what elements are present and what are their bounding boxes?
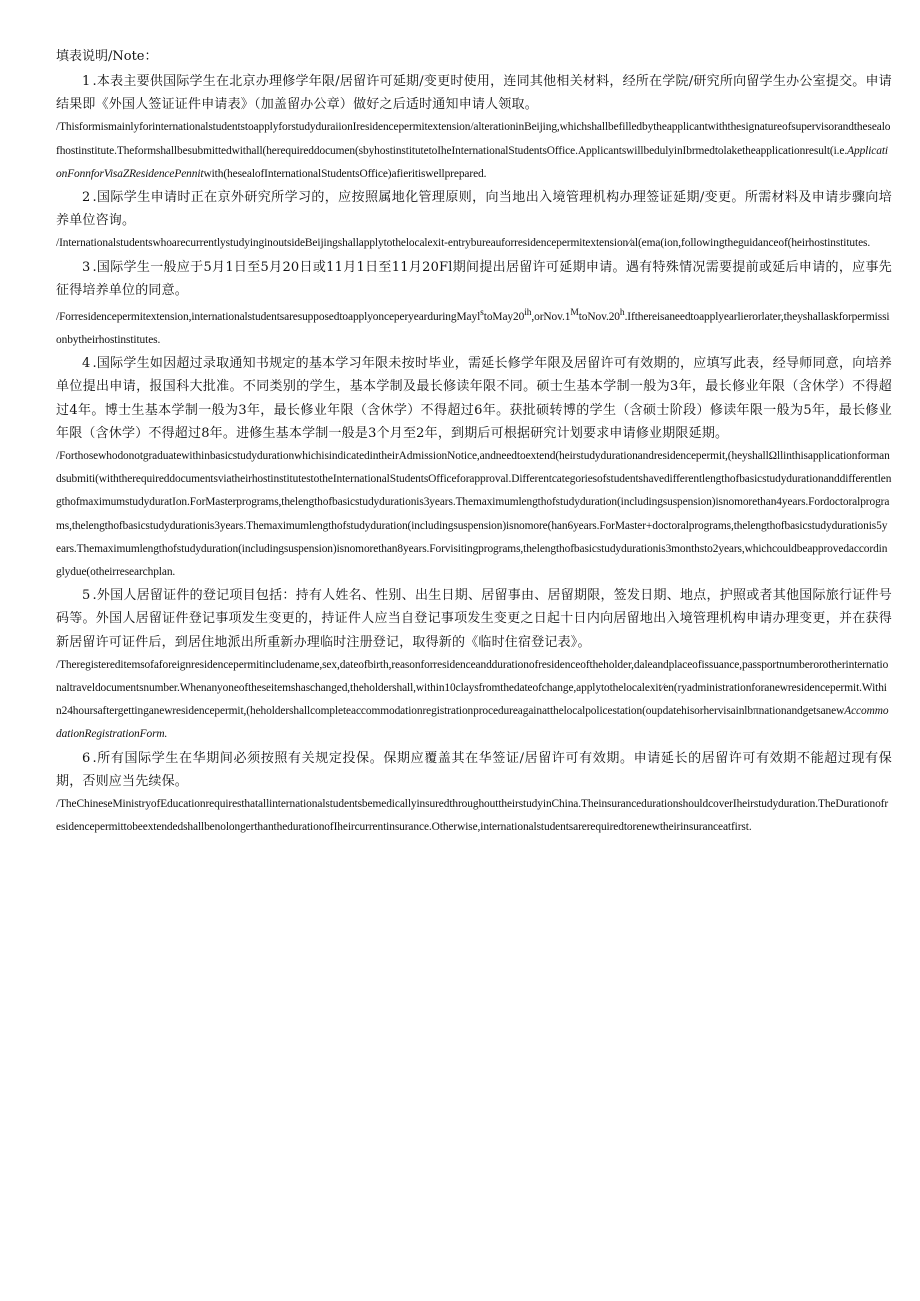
note-3-en-mid-1: toMay20 [483, 310, 525, 323]
note-3-en-text: /Forresidencepermitextension,internationalstudentsaresupposedtoapplyonceperyearduringMayl [56, 310, 481, 323]
note-3-en-sup-3: M [570, 308, 579, 319]
note-1-number: 1 [82, 74, 91, 89]
note-item-1 [56, 70, 892, 186]
note-5-en-italic: AccommodationRegistrationForm. [56, 705, 889, 741]
note-2-number: 2 [82, 190, 91, 206]
note-3-chinese [56, 256, 892, 302]
note-6-zh-text: .所有国际学生在华期间必须按照有关规定投保。保期应覆盖其在华签证/居留许可有效期。申请延长的居留许可有效期不能超过现有保期，否则应当先续保。 [56, 750, 892, 789]
note-item-3 [56, 256, 892, 353]
note-3-zh-text: .国际学生一般应于5月1日至5月20日或11月1日至11月20Fl期间提出居留许可延期申请。遇有特殊情况需要提前或延后申请的，应事先征得培养单位的同意。 [56, 259, 892, 298]
note-item-6 [56, 747, 892, 840]
note-6-en-text: /TheChineseMinistryofEducationrequiresthatallinternationalstudentsbemedicallyinsuredthroughouttheirstudyinChina.TheinsurancedurationshouldcoverIheirstudyduration.TheDurationofresidencepermittobeextendedshallbenolongerthanthedurationofIheircurrentinsurance.Otherwise,internationalstudentsarerequiredtorenewtheirinsuranceatfirst. [56, 798, 889, 834]
note-4-chinese [56, 352, 892, 445]
note-1-chinese [56, 70, 892, 116]
note-3-en-mid-2: ,orNov.1 [531, 310, 571, 323]
note-2-en-text: /InternationalstudentswhoarecurrentlystudyinginoutsideBeijingshallapplytothelocalexit-entrybureauforresidencepermitextension⁄al(ema(ion,followingtheguidanceof(heirhostinstitutes. [56, 237, 871, 250]
note-4-english [56, 445, 892, 584]
note-5-chinese [56, 584, 892, 654]
note-1-en-tail: with(hesealofInternationalStudentsOffice)afieritiswellprepared. [203, 167, 487, 180]
note-item-4 [56, 352, 892, 584]
note-6-number: 6 [82, 750, 91, 766]
note-item-2 [56, 186, 892, 256]
note-4-zh-text: .国际学生如因超过录取通知书规定的基本学习年限未按时毕业，需延长修学年限及居留许可有效期的，应填写此表，经导师同意，向培养单位提出申请，报国科大批准。不同类别的学生，基本学制及最长修读年限不同。硕士生基本学制一般为3年，最长修业年限（含休学）不得超过4年。博士生基本学制一般为3年，最长修业年限（含休学）不得超过6年。获批硕转博的学生（含硕士阶段）修读年限一般为5年，最长修业年限（含休学）不得超过8年。进修生基本学制一般是3个月至2年，到期后可根据研究计划要求申请修业期限延期。 [56, 356, 892, 441]
note-3-en-sup-1: s [480, 308, 484, 319]
note-3-number: 3 [82, 259, 91, 275]
note-1-en-text: /ThisformismainlyforinternationalstudentstoapplyforstudyduraiionIresidencepermitextension/alterationinBeijing,whichshallbefilledbytheapplicantwiththesignatureofsupervisorandthesealofhostinstitute.Theformshallbesubmittedwithall(herequireddocumen(sbyhostinstitutetoIheInternationalStudentsOffice.ApplicantswillbedulyinIbrmedtolaketheapplicationresult(i.e. [56, 121, 891, 157]
note-4-en-text: /ForthosewhodonotgraduatewithinbasicstudydurationwhichisindicatedintheirAdmissionNotice,andneedtoextend(heirstudydurationandresidencepermit,(heyshallΩllinthisapplicationformandsubmiti(withtherequireddocumentsviatheirhostinstitutestotheInternationalStudentsOfficeforapproval.DifferentcategoriesofstudentshavedifferentlengthofbasicstudydurationanddifferentlengthofmaximumstudyduratIon.ForMasterprograms,thelengthofbasicstudydurationis3years.Themaximumlengthofstudyduration(includingsuspension)isnomorethan4years.Fordoctoralprograms,thelengthofbasicstudydurationis3years.Themaximumlengthofstudyduration(includingsuspension)isnomore(han6years.ForMaster+doctoralprograms,thelengthofbasicstudydurationis5years.Themaximumlengthofstudyduration(includingsuspension)isnomorethan8years.Forvisitingprograms,thelengthofbasicstudydurationis3monthsto2years,whichcouldbeapprovedaccordinglydue(otheirresearchplan. [56, 450, 892, 579]
note-3-en-sup-2: ih [524, 308, 532, 319]
note-2-zh-text: .国际学生申请时正在京外研究所学习的，应按照属地化管理原则，向当地出入境管理机构办理签证延期/变更。所需材料及申请步骤向培养单位咨询。 [56, 190, 892, 229]
note-item-5 [56, 584, 892, 746]
note-5-number: 5 [82, 588, 91, 604]
note-1-en-italic: ApplicationFonnforVisaZResidencePennit [56, 144, 888, 180]
note-2-english [56, 232, 892, 255]
note-3-en-mid-3: toNov.20 [578, 310, 620, 323]
note-2-chinese [56, 186, 892, 232]
note-4-number: 4 [82, 356, 91, 372]
note-3-en-tail: .Ifthereisaneedtoapplyearlierorlater,theyshallaskforpermissionbytheirhostinstitutes. [56, 310, 890, 347]
note-3-english [56, 302, 892, 352]
note-5-english [56, 654, 892, 747]
page-title: 填表说明/Note： [56, 49, 158, 64]
note-5-en-text: /Theregistereditemsofaforeignresidencepermitincludename,sex,dateofbirth,reasonforresidenceanddurationofresidenceoftheholder,daleandplaceofissuance,passportnumberorotherinternationaltraveldocumentsnumber.Whenanyoneoftheseitemshaschanged,theholdershall,within10claysfromthedateofchange,applytothelocalexit⁄en(ryadministrationforanewresidencepermit.Within24hoursaftergettinganewresidencepermit,(heholdershallcompleteaccommodationregistrationprocedureagainatthelocalpolicestation(oupdatehisorhervisainlbπnationandgetsanew [56, 658, 889, 718]
note-6-chinese [56, 747, 892, 793]
note-3-en-sup-4: h [619, 308, 625, 319]
note-6-english [56, 793, 892, 839]
note-1-english [56, 116, 892, 186]
note-5-zh-text: .外国人居留证件的登记项目包括：持有人姓名、性别、出生日期、居留事由、居留期限，签发日期、地点，护照或者其他国际旅行证件号码等。外国人居留证件登记事项发生变更的，持证件人应当自登记事项发生变更之日起十日内向居留地出入境管理机构申请办理变更，并在获得新居留许可证件后，到居住地派出所重新办理临时注册登记，取得新的《临时住宿登记表》。 [56, 588, 892, 650]
note-1-zh-text: .本表主要供国际学生在北京办理修学年限/居留许可延期/变更时使用，连同其他相关材料，经所在学院/研究所向留学生办公室提交。申请结果即《外国人签证证件申请表》（加盖留办公章）做好之后适时通知申请人领取。 [56, 74, 892, 113]
